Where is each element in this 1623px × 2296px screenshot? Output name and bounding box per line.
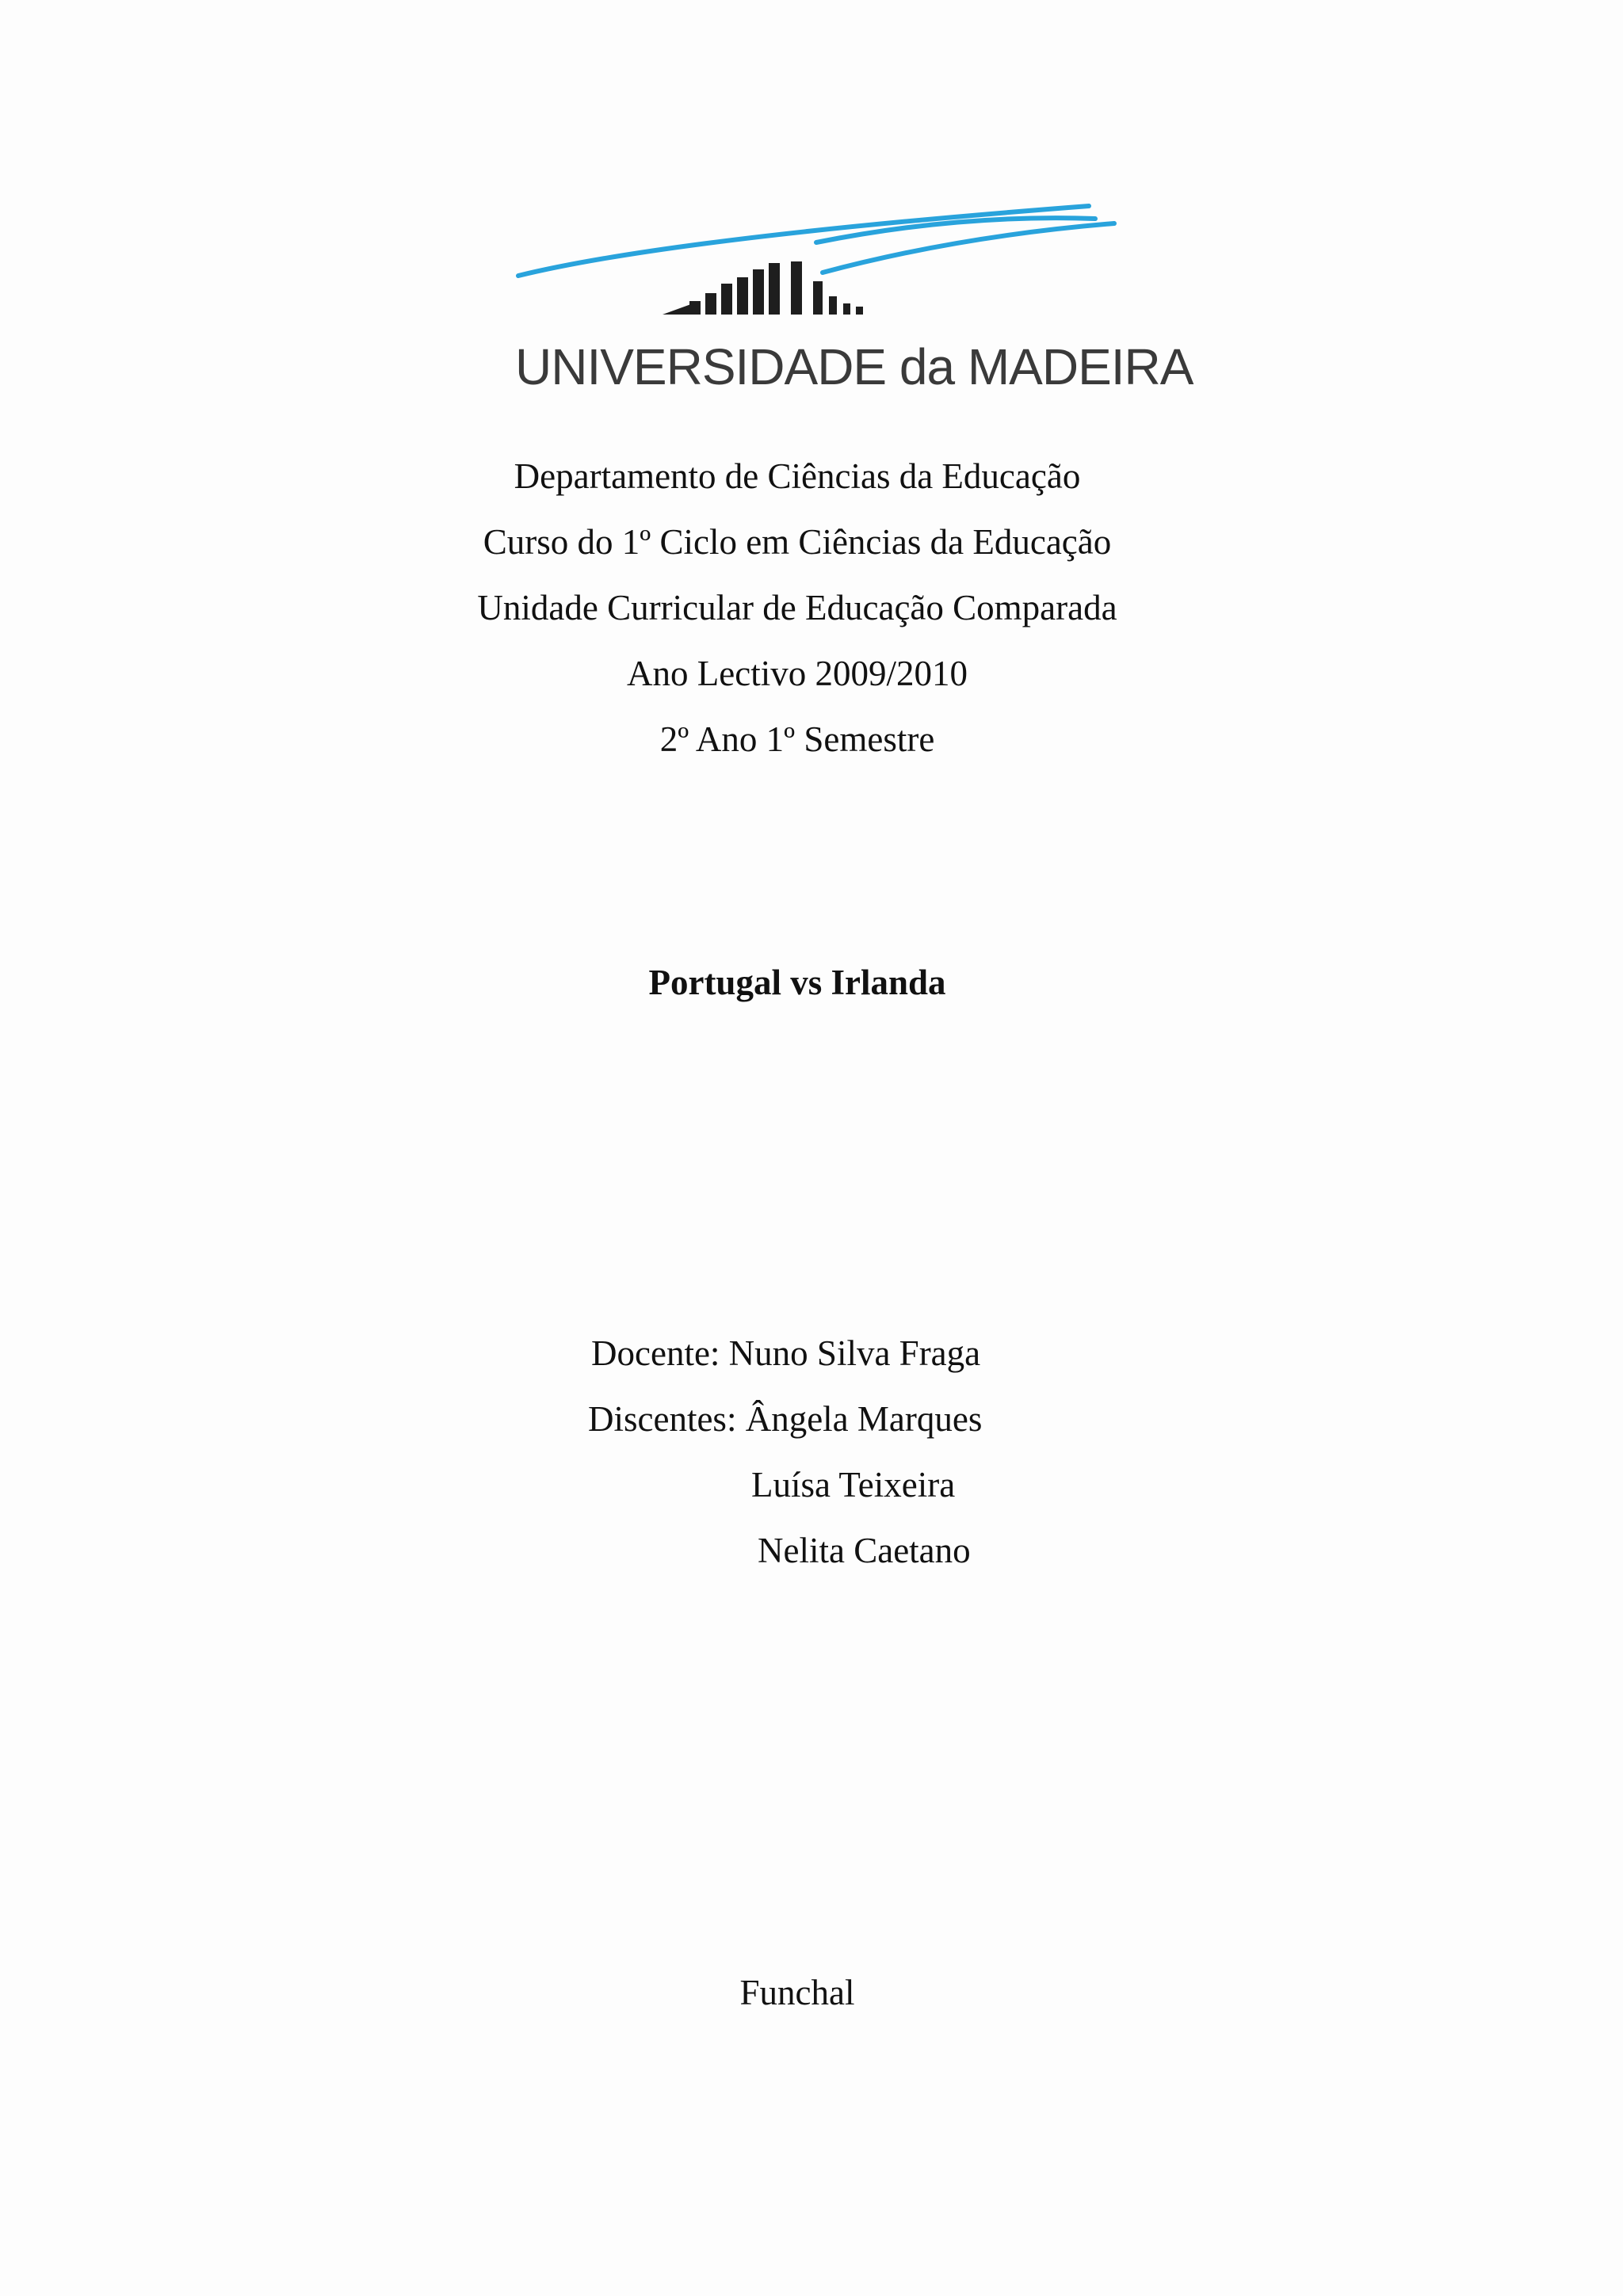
document-title: Portugal vs Irlanda — [648, 963, 946, 1002]
curricular-unit-line: Unidade Curricular de Educação Comparada — [477, 588, 1117, 627]
student-name: Luísa Teixeira — [751, 1465, 956, 1505]
semester-line: 2º Ano 1º Semestre — [659, 719, 935, 759]
university-logo — [515, 190, 1193, 396]
logo-graphic-icon — [515, 190, 1117, 341]
students-line: Discentes: Ângela Marques — [588, 1399, 983, 1439]
department-line: Departamento de Ciências da Educação — [514, 456, 1081, 496]
authors-block — [0, 1329, 1623, 1583]
academic-year-line: Ano Lectivo 2009/2010 — [627, 654, 968, 693]
course-line: Curso do 1º Ciclo em Ciências da Educação — [483, 522, 1112, 562]
teacher-line: Docente: Nuno Silva Fraga — [591, 1333, 981, 1373]
logo-wordmark: UNIVERSIDADE da MADEIRA — [515, 338, 1193, 395]
city-label: Funchal — [739, 1973, 855, 2012]
student-name: Nelita Caetano — [758, 1531, 971, 1570]
institution-header — [0, 444, 1594, 772]
